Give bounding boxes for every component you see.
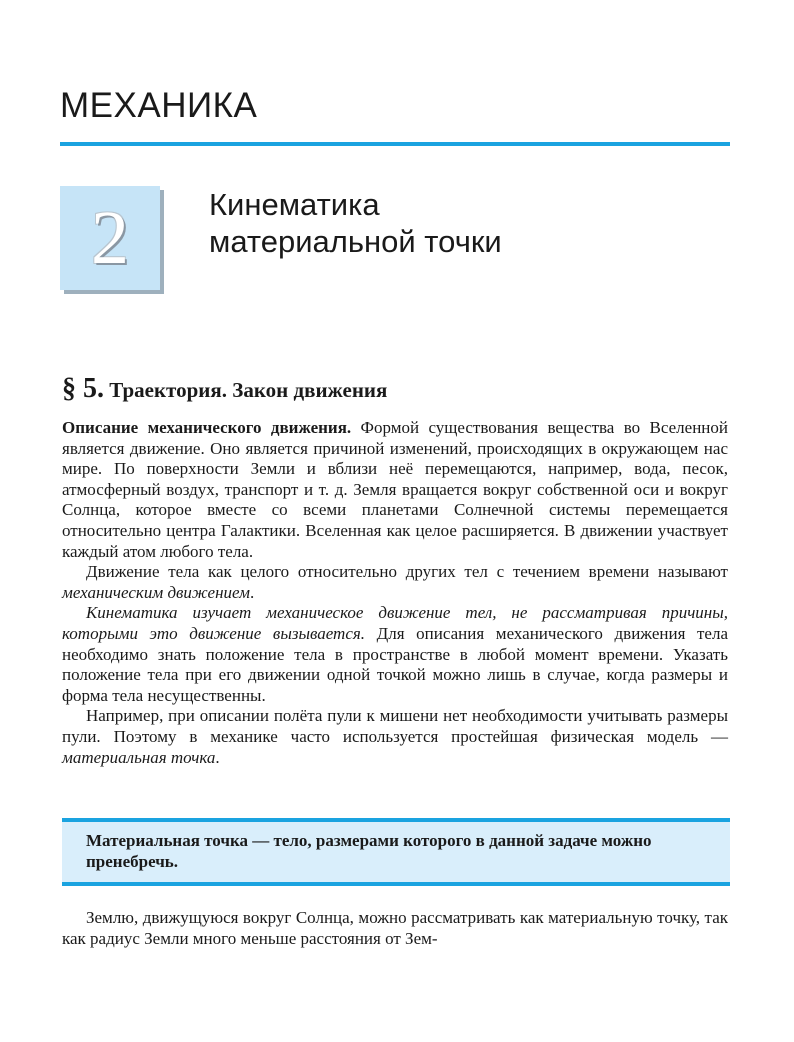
chapter-number: 2 <box>91 196 129 280</box>
paragraph-3-text: Для описания механического движения тела необходимо знать положение тела в пространстве в любой момент времени. Указать положение тела при его движении одной точкой можно лишь в случае, когда размеры и форма тела несущественны. <box>62 623 729 705</box>
paragraph-1-lead: Описание механического движения. <box>62 418 352 437</box>
paragraph-5: Землю, движущуюся вокруг Солнца, можно рассматривать как материальную точку, так как радиус Земли много меньше расстояния от Зем- <box>62 908 728 948</box>
paragraph-2-end: . <box>249 582 255 602</box>
paragraph-2 <box>62 562 728 603</box>
body-text-bottom <box>62 908 728 949</box>
paragraph-number: § 5. <box>62 373 104 404</box>
paragraph-4-end: . <box>215 747 220 767</box>
section-title: МЕХАНИКА <box>60 86 258 125</box>
chapter-title <box>209 186 502 260</box>
paragraph-4-term: материальная точка <box>62 747 216 767</box>
paragraph-1-text: Формой существования вещества во Вселенной является движение. Оно является причиной изменений, происходящих в окружающем нас мире. По поверхности Земли и вблизи неё перемещаются, например, вода, песок, атмосферный воздух, транспорт и т. д. Земля вращается вокруг собственной оси и вокруг Солнца, которое вместе со всеми планетами Солнечной системы перемещается относительно центра Галактики. Вселенная как целое расширяется. В движении участвует каждый атом любого тела. <box>62 418 728 561</box>
definition-bottom-rule <box>62 882 730 886</box>
paragraph-3-statement: Кинематика изучает механическое движение тел, не рассматривая причины, которыми это движение вызывается. <box>62 603 728 643</box>
chapter-title-line-2: материальной точки <box>209 224 502 259</box>
paragraph-2-text: Движение тела как целого относительно других тел с течением времени называют <box>86 562 728 582</box>
chapter-title-line-1: Кинематика <box>209 187 380 222</box>
definition-box <box>62 818 730 890</box>
paragraph-4-text: Например, при описании полёта пули к мишени нет необходимости учитывать размеры пули. Поэтому в механике часто используется простейшая физическая модель — <box>62 706 728 746</box>
paragraph-4 <box>62 706 728 768</box>
paragraph-3 <box>62 603 728 706</box>
body-text-top <box>62 418 728 768</box>
paragraph-1 <box>62 418 728 562</box>
chapter-badge <box>60 186 164 294</box>
paragraph-title: Траектория. Закон движения <box>109 378 388 402</box>
definition-text: Материальная точка — тело, размерами которого в данной задаче можно пренебречь. <box>86 831 652 871</box>
paragraph-2-term: механическим движением <box>62 582 250 602</box>
paragraph-heading <box>62 374 387 405</box>
section-divider <box>60 142 730 146</box>
